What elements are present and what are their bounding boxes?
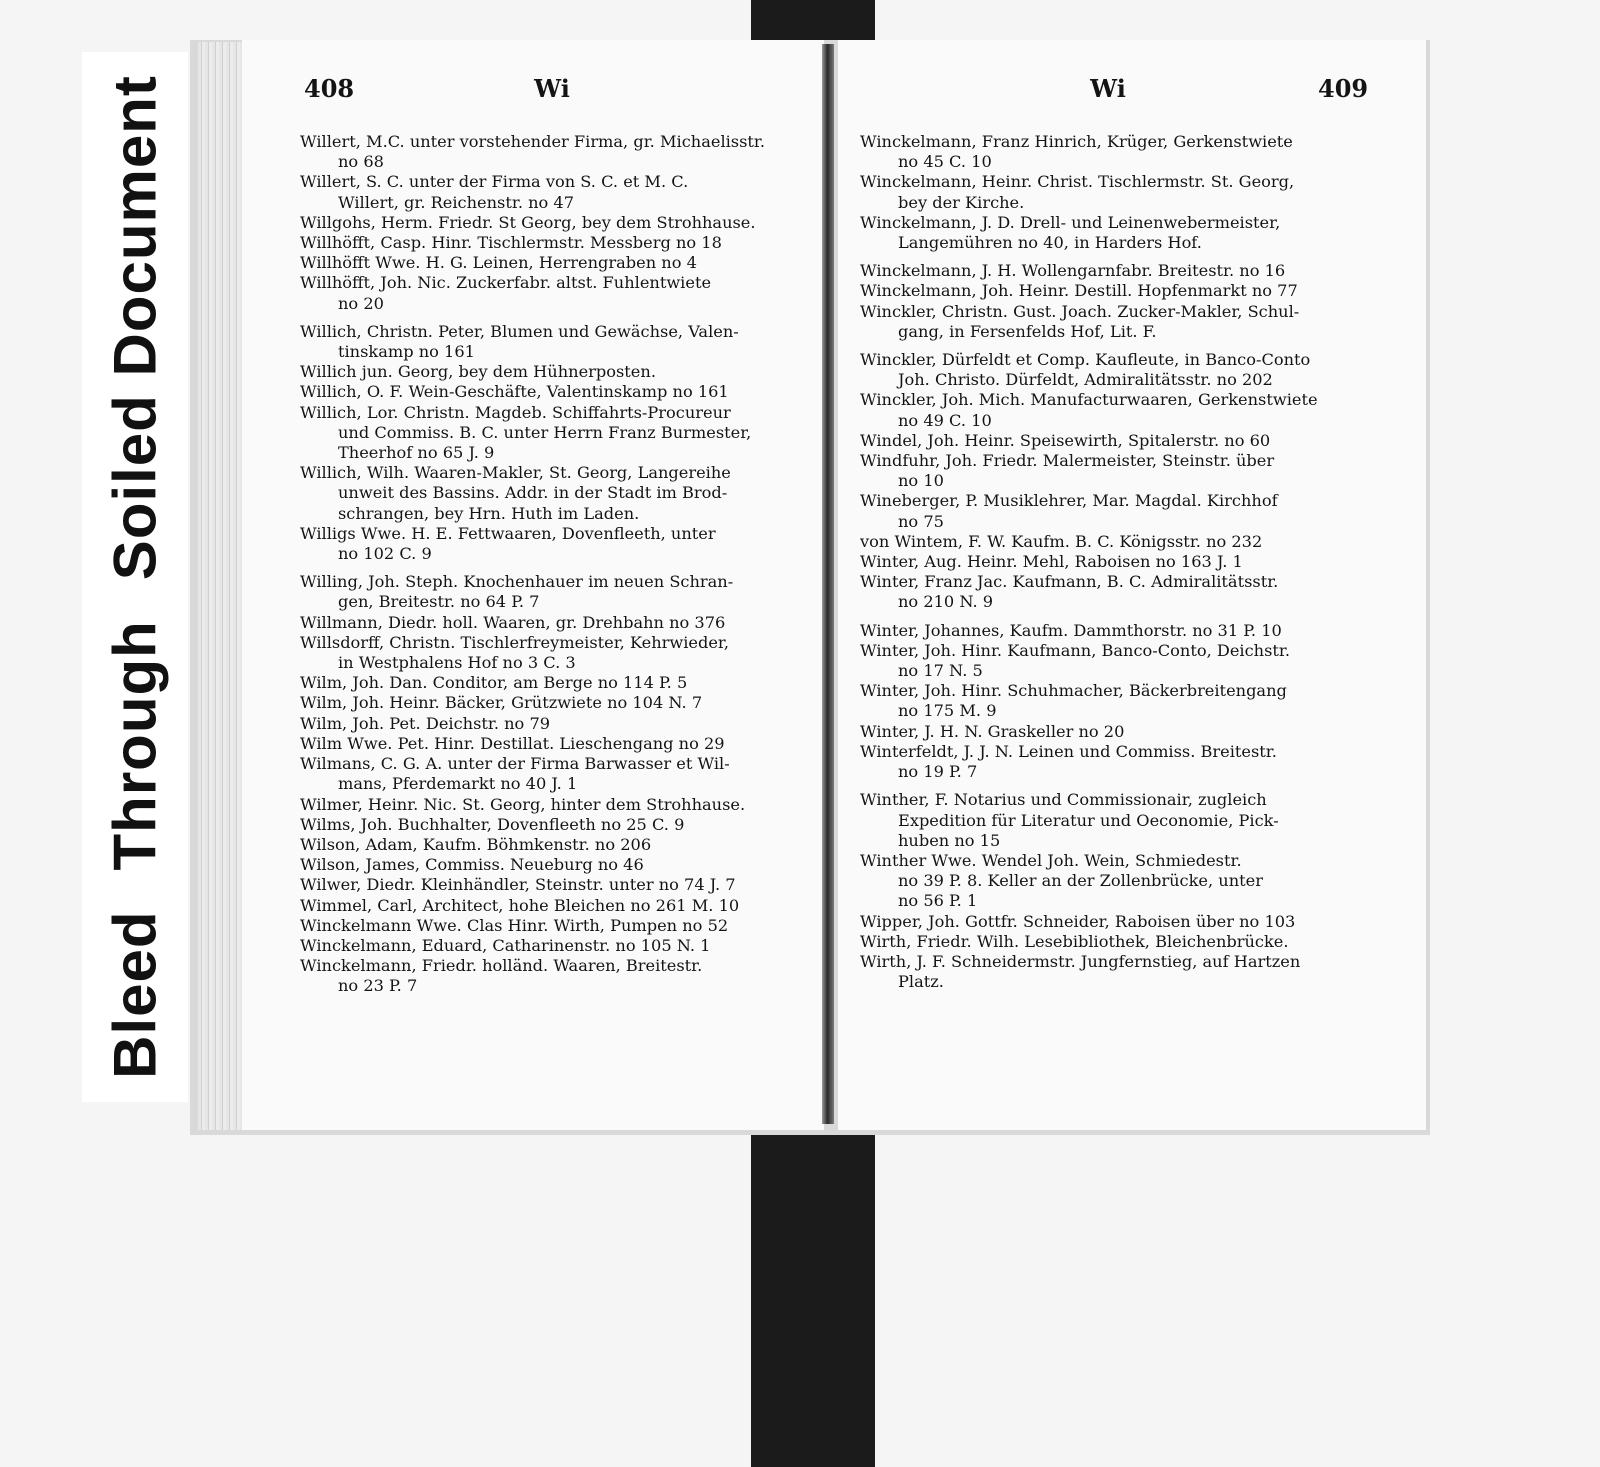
entry-line: Winter, Franz Jac. Kaufmann, B. C. Admiralitätsstr. [860,572,1279,592]
side-label-word-soiled-document: Soiled Document [101,75,169,581]
directory-entry [300,273,800,313]
entry-continuation-line: no 45 C. 10 [898,152,992,172]
directory-entry [860,172,1368,212]
directory-entry [300,463,800,524]
directory-entry [300,936,800,956]
entry-continuation-line: Platz. [898,972,944,992]
entry-line: Winckelmann, Joh. Heinr. Destill. Hopfenmarkt no 77 [860,281,1298,301]
directory-entry [860,572,1368,612]
directory-entry [300,896,800,916]
right-entry-list [860,132,1368,992]
entry-line: Wilson, James, Commiss. Neueburg no 46 [300,855,644,875]
entry-line: Wilm, Joh. Pet. Deichstr. no 79 [300,713,551,733]
entry-continuation-line: no 23 P. 7 [338,976,418,996]
entry-line: Willing, Joh. Steph. Knochenhauer im neuen Schran- [300,572,734,592]
entry-continuation-line: mans, Pferdemarkt no 40 J. 1 [338,774,578,794]
entry-line: Winckler, Dürfeldt et Comp. Kaufleute, in Banco-Conto [860,350,1311,370]
directory-entry [860,932,1368,952]
entry-continuation-line: no 20 [338,293,384,313]
directory-entry [860,302,1368,342]
entry-line: Willigs Wwe. H. E. Fettwaaren, Dovenfleeth, unter [300,523,716,543]
directory-entry [300,213,800,233]
entry-line: Wilmer, Heinr. Nic. St. Georg, hinter dem Strohhause. [300,794,746,814]
directory-entry [860,621,1368,641]
entry-line: Winckelmann Wwe. Clas Hinr. Wirth, Pumpen no 52 [300,915,729,935]
entry-line: Willich, Lor. Christn. Magdeb. Schiffahrts-Procureur [300,402,731,422]
entry-line: Winter, J. H. N. Graskeller no 20 [860,721,1125,741]
entry-continuation-line: no 19 P. 7 [898,762,978,782]
page-edges [198,42,246,1130]
entry-line: Windfuhr, Joh. Friedr. Malermeister, Steinstr. über [860,451,1275,471]
entry-continuation-line: no 175 M. 9 [898,701,997,721]
entry-line: Wirth, J. F. Schneidermstr. Jungfernstieg, auf Hartzen [860,951,1301,971]
entry-continuation-line: Langemühren no 40, in Harders Hof. [898,233,1202,253]
entry-continuation-line: no 102 C. 9 [338,544,432,564]
entry-continuation-line: no 39 P. 8. Keller an der Zollenbrücke, unter [898,871,1263,891]
directory-entry [300,362,800,382]
right-page-header [838,74,1426,114]
entry-line: Willgohs, Herm. Friedr. St Georg, bey dem Strohhause. [300,212,756,232]
directory-entry [300,233,800,253]
side-label-word-bleed: Bleed [101,910,169,1079]
entry-continuation-line: no 17 N. 5 [898,661,983,681]
directory-entry [300,795,800,815]
directory-entry [300,572,800,612]
directory-entry [300,693,800,713]
directory-entry [300,815,800,835]
directory-entry [300,916,800,936]
entry-line: Windel, Joh. Heinr. Speisewirth, Spitalerstr. no 60 [860,430,1271,450]
right-page [838,40,1426,1130]
directory-entry [860,532,1368,552]
entry-continuation-line: no 10 [898,471,944,491]
entry-line: Winter, Joh. Hinr. Schuhmacher, Bäckerbreitengang [860,681,1287,701]
entry-line: Willich, Wilh. Waaren-Makler, St. Georg, Langereihe [300,463,731,483]
entry-continuation-line: no 49 C. 10 [898,410,992,430]
entry-line: Wilm, Joh. Dan. Conditor, am Berge no 114 P. 5 [300,673,688,693]
book-gutter [822,44,834,1124]
entry-continuation-line: bey der Kirche. [898,192,1025,212]
entry-continuation-line: huben no 15 [898,830,1001,850]
entry-line: Willsdorff, Christn. Tischlerfreymeister, Kehrwieder, [300,632,730,652]
directory-entry [860,742,1368,782]
left-page [242,40,824,1130]
entry-continuation-line: no 210 N. 9 [898,592,994,612]
entry-line: Winter, Aug. Heinr. Mehl, Raboisen no 163 J. 1 [860,552,1243,572]
entry-line: Willich, Christn. Peter, Blumen und Gewächse, Valen- [300,321,739,341]
entry-line: Willmann, Diedr. holl. Waaren, gr. Drehbahn no 376 [300,612,726,632]
entry-line: von Wintem, F. W. Kaufm. B. C. Königsstr. no 232 [860,531,1263,551]
directory-entry [860,681,1368,721]
entry-line: Willhöfft, Joh. Nic. Zuckerfabr. altst. Fuhlentwiete [300,273,712,293]
directory-entry [860,261,1368,281]
directory-entry [860,790,1368,851]
page-number: 409 [1318,74,1369,103]
entry-line: Winckelmann, Franz Hinrich, Krüger, Gerkenstwiete [860,132,1293,151]
entry-line: Winther, F. Notarius und Commissionair, zugleich [860,790,1267,810]
directory-entry [300,714,800,734]
entry-line: Wimmel, Carl, Architect, hohe Bleichen no 261 M. 10 [300,895,740,915]
entry-line: Winter, Johannes, Kaufm. Dammthorstr. no 31 P. 10 [860,620,1282,640]
directory-entry [860,281,1368,301]
entry-continuation-line: no 56 P. 1 [898,891,978,911]
side-label [82,52,188,1102]
entry-line: Winckler, Joh. Mich. Manufacturwaaren, Gerkenstwiete [860,390,1318,410]
directory-entry [860,912,1368,932]
entry-line: Wilmans, C. G. A. unter der Firma Barwasser et Wil- [300,754,730,774]
directory-entry [300,322,800,362]
entry-line: Willhöfft, Casp. Hinr. Tischlermstr. Messberg no 18 [300,233,722,253]
entry-continuation-line: gang, in Fersenfelds Hof, Lit. F. [898,321,1157,341]
running-head: Wi [534,74,570,103]
entry-continuation-line: tinskamp no 161 [338,342,475,362]
page-number: 408 [304,74,355,103]
scanner-strip-bottom [751,1120,875,1467]
directory-entry [860,132,1368,172]
directory-entry [300,382,800,402]
entry-continuation-line: gen, Breitestr. no 64 P. 7 [338,592,540,612]
entry-continuation-line: Joh. Christo. Dürfeldt, Admiralitätsstr. no 202 [898,370,1273,390]
entry-continuation-line: schrangen, bey Hrn. Huth im Laden. [338,503,640,523]
entry-line: Winter, Joh. Hinr. Kaufmann, Banco-Conto, Deichstr. [860,640,1291,660]
entry-line: Wirth, Friedr. Wilh. Lesebibliothek, Bleichenbrücke. [860,931,1289,951]
directory-entry [300,524,800,564]
directory-entry [860,451,1368,491]
directory-entry [300,172,800,212]
entry-line: Winckelmann, Friedr. holländ. Waaren, Breitestr. [300,956,703,976]
directory-entry [300,956,800,996]
entry-line: Winckler, Christn. Gust. Joach. Zucker-Makler, Schul- [860,301,1300,321]
entry-line: Winckelmann, Eduard, Catharinenstr. no 105 N. 1 [300,935,711,955]
entry-line: Wilm Wwe. Pet. Hinr. Destillat. Lieschengang no 29 [300,733,725,753]
entry-line: Wilms, Joh. Buchhalter, Dovenfleeth no 25 C. 9 [300,814,685,834]
entry-continuation-line: no 75 [898,511,944,531]
entry-line: Willert, S. C. unter der Firma von S. C. et M. C. [300,172,689,192]
directory-entry [300,734,800,754]
directory-entry [300,875,800,895]
entry-line: Willert, M.C. unter vorstehender Firma, gr. Michaelisstr. [300,132,766,151]
directory-entry [860,851,1368,912]
side-label-text [101,75,170,1079]
directory-entry [300,754,800,794]
entry-line: Wilson, Adam, Kaufm. Böhmkenstr. no 206 [300,834,652,854]
directory-entry [300,835,800,855]
directory-entry [860,431,1368,451]
entry-continuation-line: Expedition für Literatur und Oeconomie, Pick- [898,810,1279,830]
entry-line: Winterfeldt, J. J. N. Leinen und Commiss. Breitestr. [860,741,1277,761]
entry-line: Winckelmann, J. H. Wollengarnfabr. Breitestr. no 16 [860,261,1286,281]
entry-continuation-line: in Westphalens Hof no 3 C. 3 [338,653,576,673]
directory-entry [860,350,1368,390]
directory-entry [860,552,1368,572]
directory-entry [860,952,1368,992]
directory-entry [860,213,1368,253]
entry-continuation-line: Theerhof no 65 J. 9 [338,443,495,463]
directory-entry [300,673,800,693]
scanner-strip-top [751,0,875,44]
left-entry-list [300,132,800,997]
running-head: Wi [1090,74,1126,103]
directory-entry [300,132,800,172]
directory-entry [860,722,1368,742]
side-label-word-through: Through [101,620,169,871]
entry-line: Willich, O. F. Wein-Geschäfte, Valentinskamp no 161 [300,382,729,402]
entry-line: Winther Wwe. Wendel Joh. Wein, Schmiedestr. [860,850,1242,870]
directory-entry [300,403,800,464]
entry-line: Willhöfft Wwe. H. G. Leinen, Herrengraben no 4 [300,253,697,273]
directory-entry [860,641,1368,681]
entry-line: Winckelmann, J. D. Drell- und Leinenwebermeister, [860,212,1281,232]
entry-line: Wipper, Joh. Gottfr. Schneider, Raboisen über no 103 [860,911,1296,931]
entry-line: Winckelmann, Heinr. Christ. Tischlermstr. St. Georg, [860,172,1295,192]
directory-entry [300,613,800,633]
entry-continuation-line: unweit des Bassins. Addr. in der Stadt im Brod- [338,483,728,503]
entry-line: Wineberger, P. Musiklehrer, Mar. Magdal. Kirchhof [860,491,1278,511]
entry-line: Willich jun. Georg, bey dem Hühnerposten. [300,362,656,382]
directory-entry [860,390,1368,430]
directory-entry [300,633,800,673]
entry-continuation-line: und Commiss. B. C. unter Herrn Franz Burmester, [338,422,752,442]
entry-continuation-line: Willert, gr. Reichenstr. no 47 [338,192,575,212]
directory-entry [300,855,800,875]
directory-entry [300,253,800,273]
directory-entry [860,491,1368,531]
entry-line: Wilwer, Diedr. Kleinhändler, Steinstr. unter no 74 J. 7 [300,875,736,895]
left-page-header [242,74,824,114]
entry-continuation-line: no 68 [338,152,384,172]
entry-line: Wilm, Joh. Heinr. Bäcker, Grützwiete no 104 N. 7 [300,693,703,713]
